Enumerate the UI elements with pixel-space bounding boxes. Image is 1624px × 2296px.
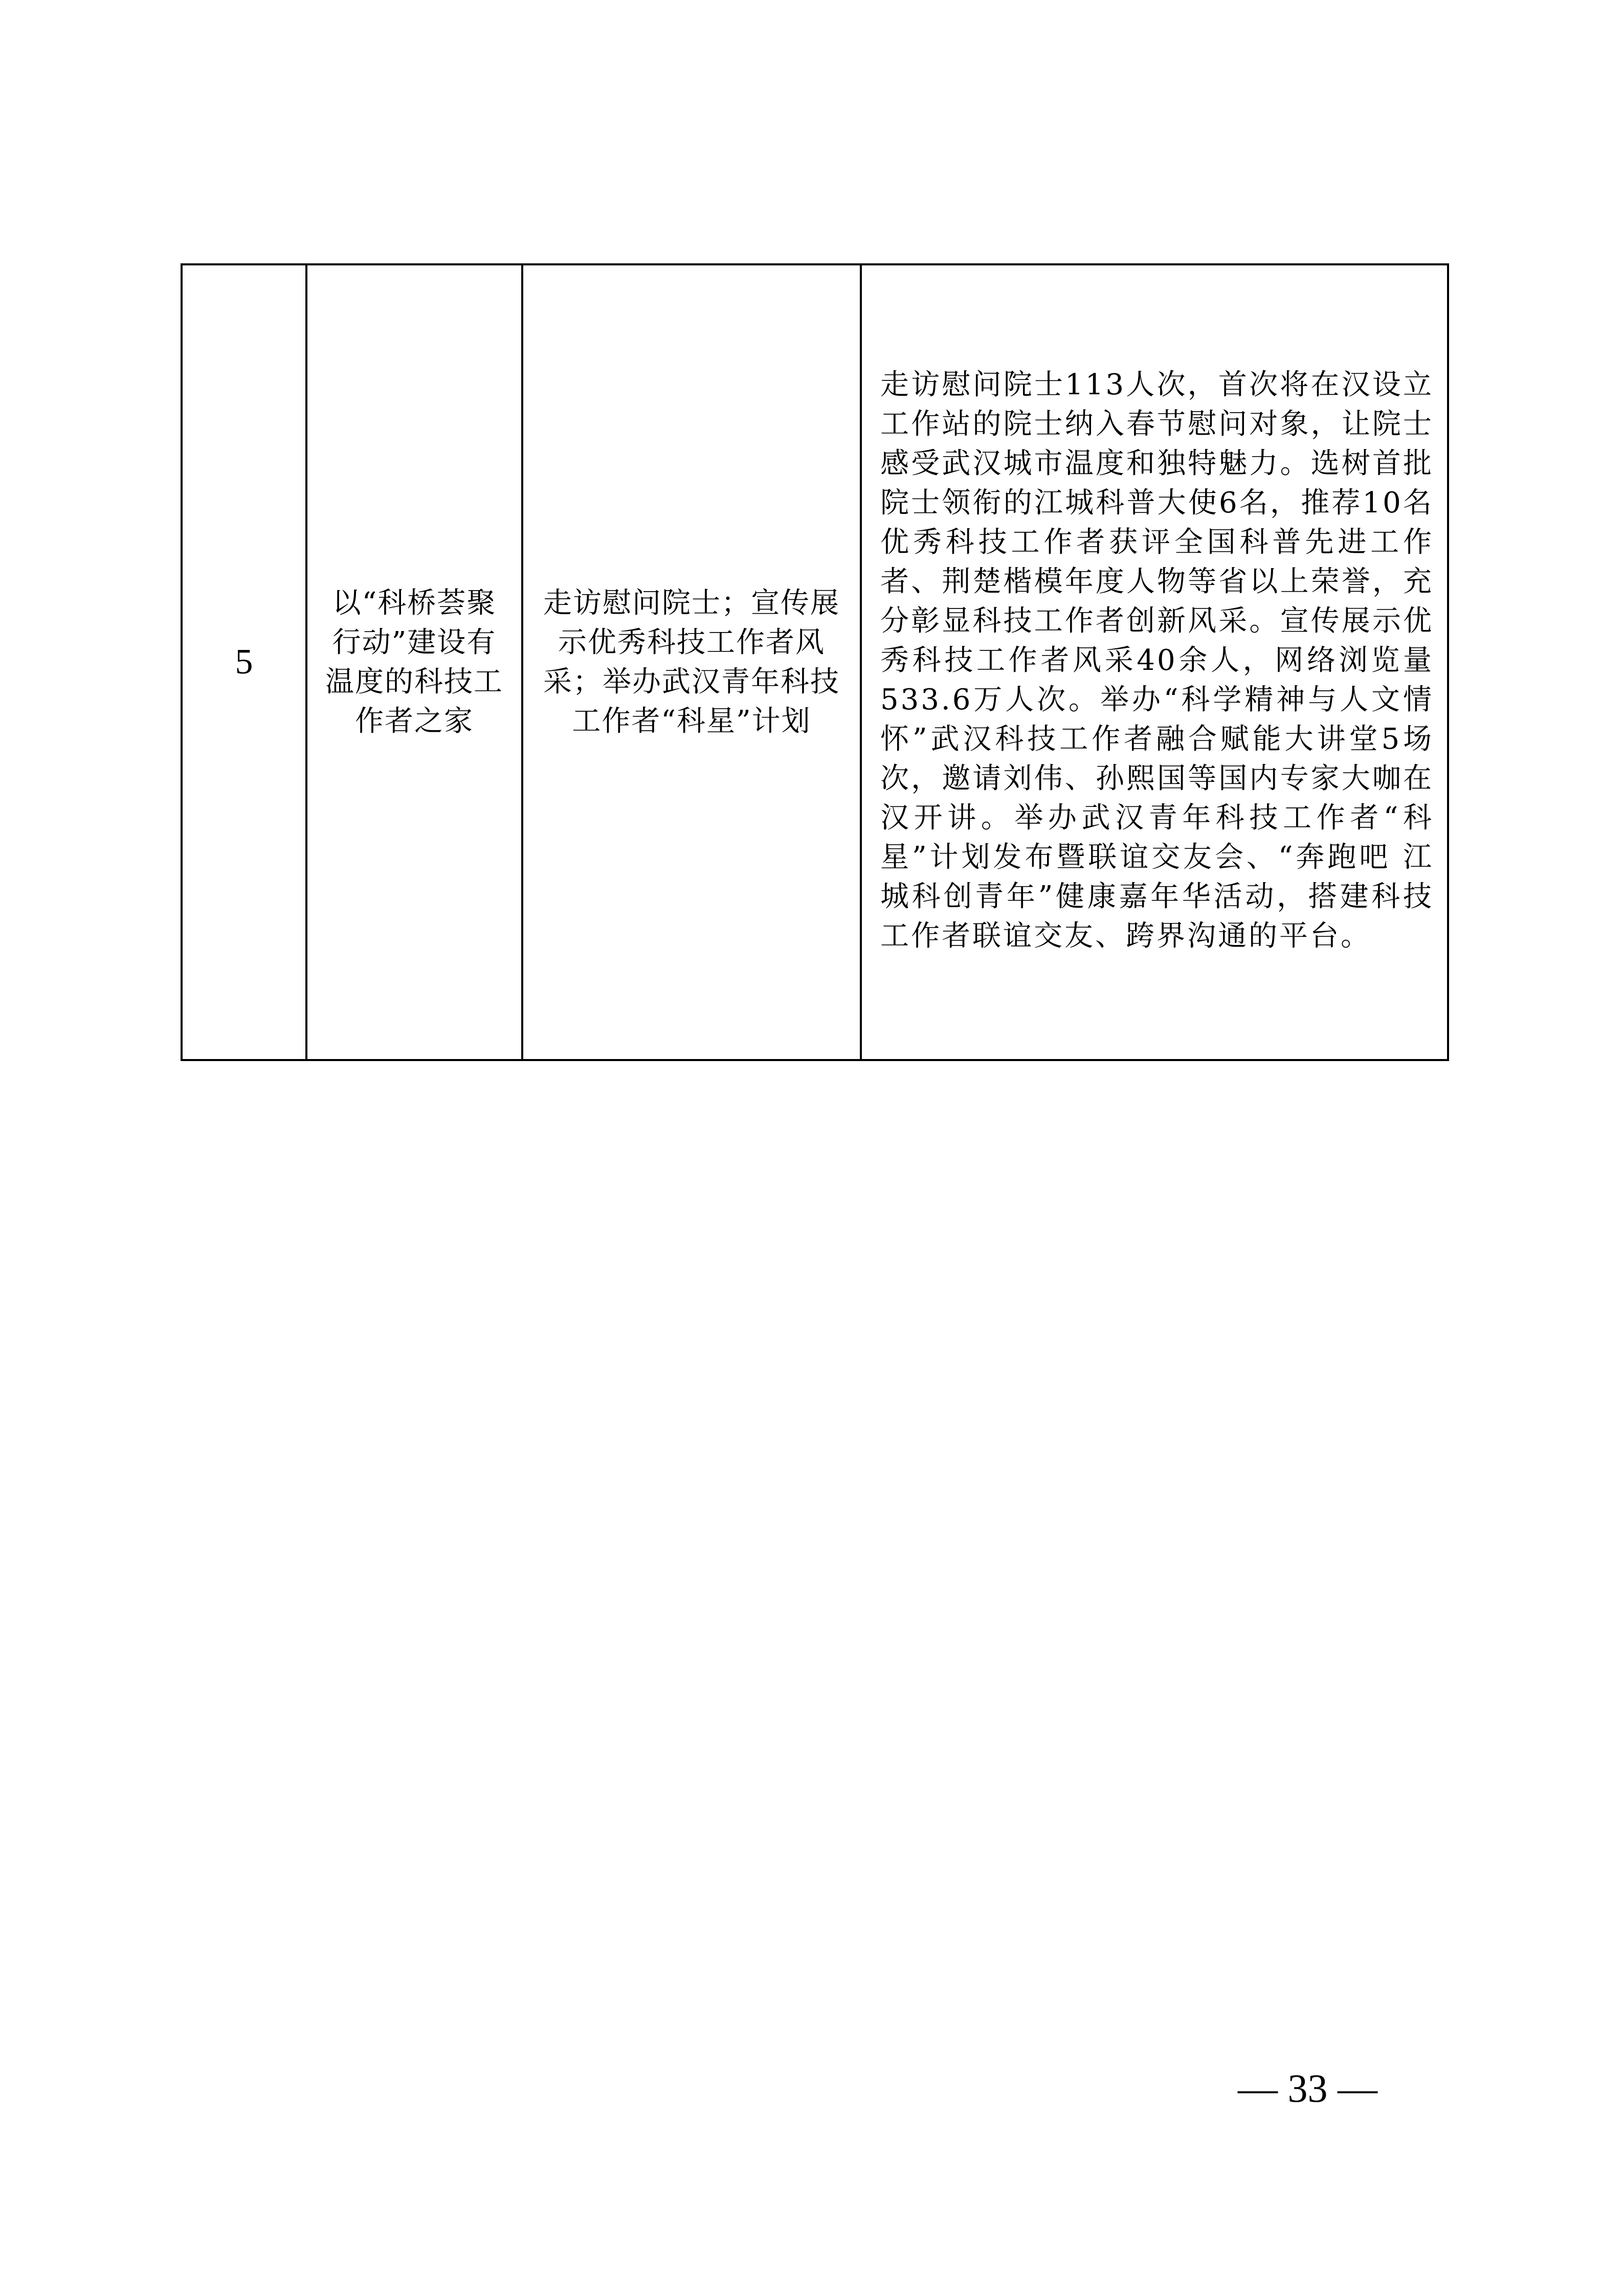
- task-text: 以“科桥荟聚行动”建设有温度的科技工作者之家: [325, 587, 503, 738]
- measure-cell: [522, 264, 861, 1060]
- measure-text: 走访慰问院士；宣传展示优秀科技工作者风采；举办武汉青年科技工作者“科星”计划: [543, 587, 840, 738]
- row-number-cell: [182, 264, 306, 1060]
- table-row: [182, 264, 1448, 1060]
- row-number: 5: [235, 642, 253, 682]
- task-cell: [306, 264, 522, 1060]
- result-cell: [861, 264, 1448, 1060]
- work-summary-table: [181, 263, 1449, 1061]
- result-text: 走访慰问院士113人次，首次将在汉设立工作站的院士纳入春节慰问对象，让院士感受武汉城市温度和独特魅力。选树首批院士领衔的江城科普大使6名，推荐10名优秀科技工作者获评全国科普先进工作者、荆楚楷模年度人物等省以上荣誉，充分彰显科技工作者创新风采。宣传展示优秀科技工作者风采40余人，网络浏览量533.6万人次。举办“科学精神与人文情怀”武汉科技工作者融合赋能大讲堂5场次，邀请刘伟、孙熙国等国内专家大咖在汉开讲。举办武汉青年科技工作者“科星”计划发布暨联谊交友会、“奔跑吧 江城科创青年”健康嘉年华活动，搭建科技工作者联谊交友、跨界沟通的平台。: [880, 368, 1434, 953]
- page-number: — 33 —: [1238, 2066, 1377, 2110]
